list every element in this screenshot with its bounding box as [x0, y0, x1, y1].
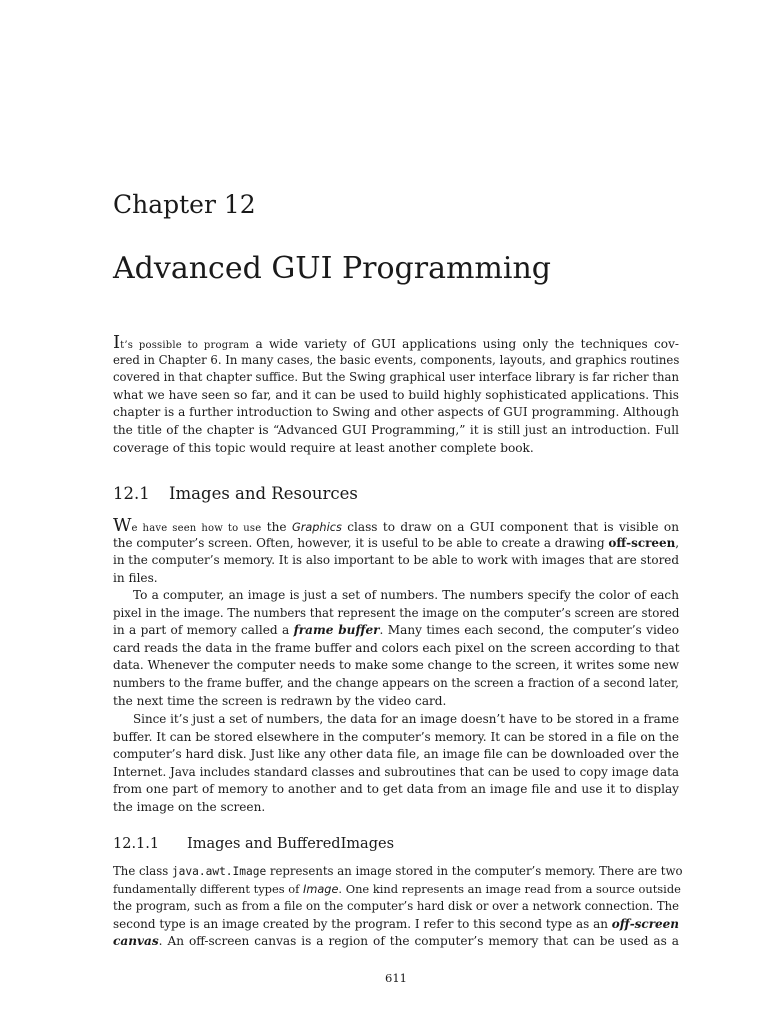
- page-number: 611: [385, 971, 407, 985]
- subsection-title: Images and BufferedImages: [187, 836, 395, 852]
- class-name-image: Image: [303, 882, 339, 896]
- class-name-graphics: Graphics: [291, 521, 342, 534]
- small-caps-lead: t’s possible to program: [120, 340, 250, 351]
- s1p2-line-1: To a computer, an image is just a set of numbers. The numbers specify the color of each: [133, 588, 679, 602]
- intro-line-1: It’s possible to program a wide variety of GUI applications using only the techniques cov-: [113, 332, 679, 353]
- drop-letter: W: [113, 515, 132, 536]
- chapter-title: Advanced GUI Programming: [113, 251, 551, 286]
- term-off-screen-canvas: off-screen: [611, 916, 679, 931]
- s11p1-line-5: canvas. An off-screen canvas is a region of the computer’s memory that can be used as a: [113, 934, 679, 949]
- drop-letter: I: [113, 332, 121, 353]
- small-caps-lead: e have seen how to use: [131, 523, 262, 534]
- intro-line-4: what we have seen so far, and it can be used to build highly sophisticated applications. This: [113, 387, 679, 402]
- class-name-java-awt-image: java.awt.Image: [171, 865, 267, 878]
- s1p2-line-7: the next time the screen is redrawn by the video card.: [113, 693, 447, 708]
- intro-paragraph: [113, 334, 679, 457]
- subsection-number: 12.1.1: [113, 836, 160, 852]
- section-paragraph-3: [113, 711, 679, 817]
- s1p1-line-1: We have seen how to use the Graphics class to draw on a GUI component that is visible on: [113, 515, 679, 536]
- s1p3-line-3: computer’s hard disk. Just like any other data file, an image file can be downloaded over the: [113, 747, 679, 762]
- section-number: 12.1: [113, 484, 150, 503]
- term-frame-buffer: frame buffer: [293, 623, 380, 638]
- s1p3-line-4: Internet. Java includes standard classes and subroutines that can be used to copy image data: [113, 764, 679, 779]
- s1p3-line-1: Since it’s just a set of numbers, the data for an image doesn’t have to be stored in a frame: [133, 712, 679, 726]
- intro-line-5: chapter is a further introduction to Swing and other aspects of GUI programming. Although: [113, 405, 679, 420]
- s1p2-line-6: numbers to the frame buffer, and the change appears on the screen a fraction of a second later,: [113, 675, 680, 690]
- subsection-heading: [113, 835, 394, 853]
- s1p1-line-4: in files.: [113, 570, 158, 585]
- intro-line-2: ered in Chapter 6. In many cases, the basic events, components, layouts, and graphics routines: [113, 352, 680, 367]
- section-title: Images and Resources: [169, 484, 358, 503]
- section-paragraph-2: [113, 587, 679, 710]
- section-paragraph-1: [113, 517, 679, 587]
- s11p1-line-1: The class java.awt.Image represents an image stored in the computer’s memory. There are two: [113, 864, 683, 878]
- section-heading: [113, 484, 358, 504]
- intro-line-6: the title of the chapter is “Advanced GUI Programming,” it is still just an introduction. Full: [113, 422, 679, 437]
- s1p2-line-3: in a part of memory called a frame buffer. Many times each second, the computer’s video: [113, 623, 679, 638]
- s1p1-line-2: the computer’s screen. Often, however, it is useful to be able to create a drawing off-screen,: [113, 535, 680, 550]
- s1p3-line-2: buffer. It can be stored elsewhere in the computer’s memory. It can be stored in a file on the: [113, 729, 679, 744]
- chapter-label: Chapter 12: [113, 190, 256, 219]
- subsection-paragraph-1: [113, 863, 683, 951]
- s1p3-line-5: from one part of memory to another and to get data from an image file and use it to display: [113, 782, 679, 797]
- term-canvas: canvas: [113, 934, 159, 949]
- s11p1-line-2: fundamentally different types of Image. One kind represents an image read from a source outside: [113, 881, 681, 896]
- s11p1-line-3: the program, such as from a file on the computer’s hard disk or over a network connection. The: [113, 899, 679, 914]
- s1p3-line-6: the image on the screen.: [113, 799, 266, 814]
- term-off-screen: off-screen: [608, 535, 676, 550]
- s1p1-line-3: in the computer’s memory. It is also important to be able to work with images that are stored: [113, 553, 679, 568]
- s1p2-line-2: pixel in the image. The numbers that represent the image on the computer’s screen are stored: [113, 605, 680, 620]
- intro-line-7: coverage of this topic would require at least another complete book.: [113, 440, 534, 455]
- s11p1-line-4: second type is an image created by the program. I refer to this second type as an off-screen: [113, 916, 679, 931]
- intro-line-3: covered in that chapter suffice. But the Swing graphical user interface library is far richer than: [113, 370, 679, 385]
- s1p2-line-4: card reads the data in the frame buffer and colors each pixel on the screen according to that: [113, 640, 680, 655]
- s1p2-line-5: data. Whenever the computer needs to make some change to the screen, it writes some new: [113, 658, 680, 673]
